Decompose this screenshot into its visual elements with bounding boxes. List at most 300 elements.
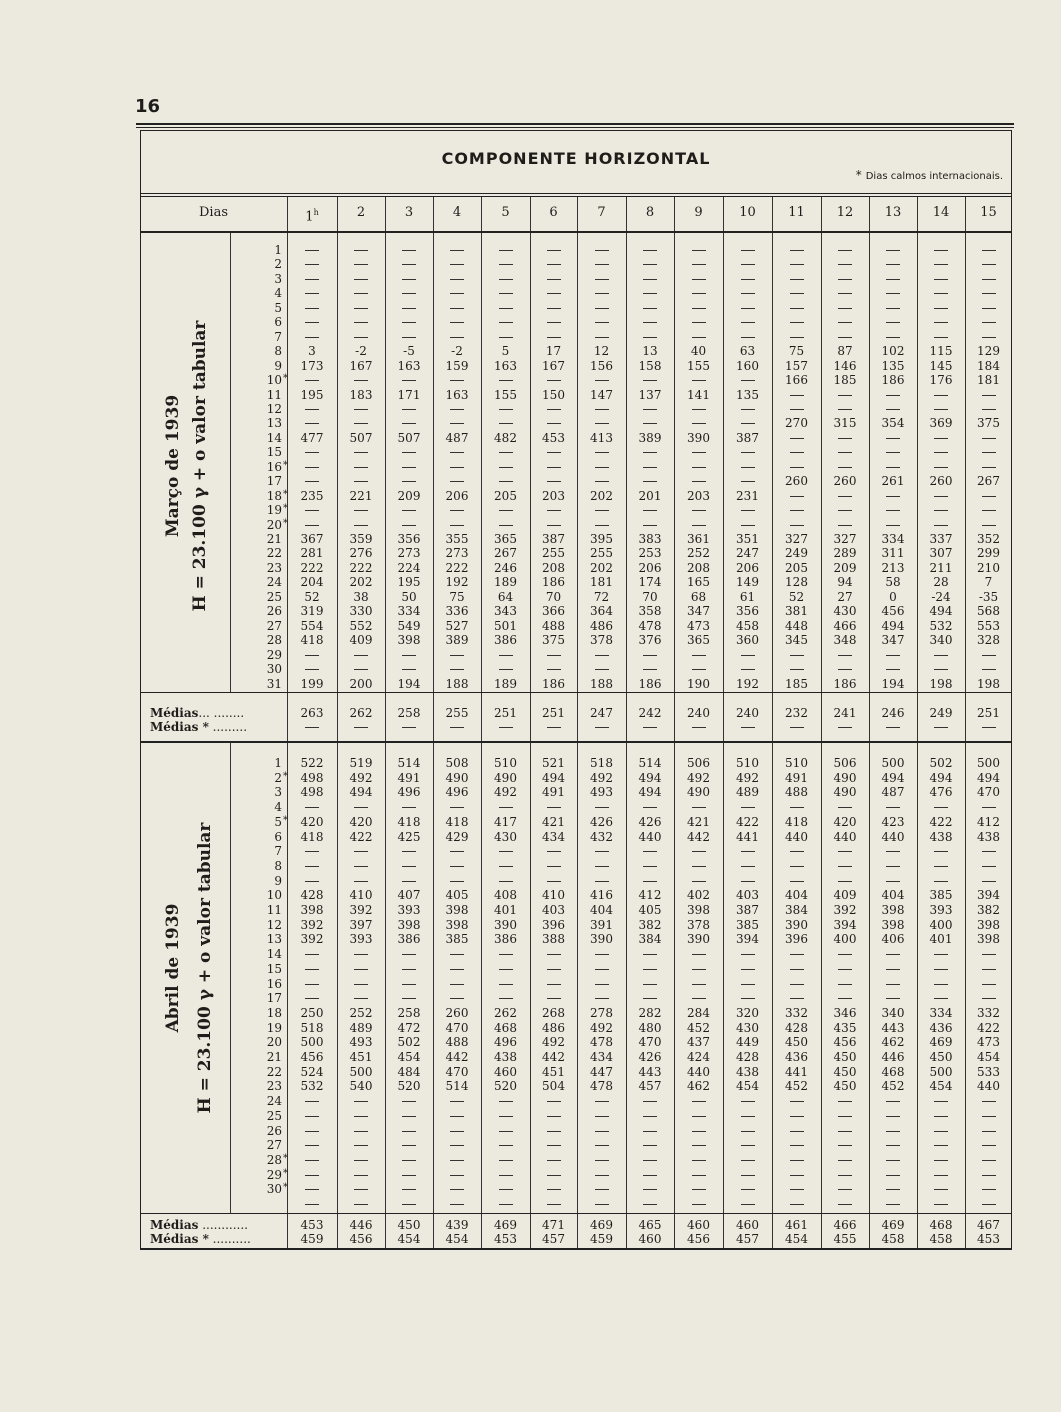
value-cell: [626, 272, 674, 286]
no-data-dash: [838, 881, 852, 882]
value-cell: 457: [638, 1079, 662, 1094]
no-data-dash: [934, 293, 948, 294]
no-data-dash: [499, 1131, 513, 1132]
value-cell: 490: [833, 770, 857, 785]
value-cell: 385: [736, 917, 759, 932]
value-cell: 438: [494, 1050, 517, 1064]
no-data-dash: [305, 807, 319, 808]
no-data-dash: [499, 655, 513, 656]
value-cell: 450: [785, 1035, 808, 1050]
value-cell: [577, 416, 626, 430]
no-data-dash: [402, 1189, 416, 1190]
value-cell: [821, 315, 869, 329]
no-data-dash: [643, 293, 657, 294]
no-data-dash: [450, 380, 464, 381]
value-cell: [481, 1124, 530, 1138]
value-cell: 332: [785, 1005, 808, 1020]
value-cell: [965, 257, 1012, 271]
value-cell: 446: [349, 1218, 373, 1232]
value-cell: [433, 445, 481, 459]
no-data-dash: [547, 250, 561, 251]
value-cell: 201: [638, 488, 662, 503]
value-cell: [481, 286, 530, 300]
value-cell: 453: [494, 1232, 517, 1246]
value-cell: [337, 947, 385, 961]
value-cell: 404: [590, 903, 613, 917]
value-cell: 158: [638, 358, 662, 373]
no-data-dash: [886, 395, 900, 396]
value-cell: [337, 243, 385, 257]
day-number: 8: [274, 344, 282, 359]
value-cell: [674, 315, 723, 329]
day-number: 27: [266, 1138, 282, 1153]
no-data-dash: [692, 807, 706, 808]
no-data-dash: [886, 998, 900, 999]
value-cell: 166: [785, 373, 808, 388]
value-cell: [385, 1153, 433, 1167]
march-row: [140, 286, 1012, 300]
medias-label: Médias: [150, 1232, 199, 1246]
value-cell: [869, 962, 917, 976]
no-data-dash: [741, 954, 755, 955]
value-cell: [287, 460, 337, 474]
no-data-dash: [402, 279, 416, 280]
no-data-dash: [305, 984, 319, 985]
value-cell: [723, 991, 772, 1005]
value-cell: 500: [881, 756, 905, 770]
value-cell: 418: [397, 814, 421, 829]
value-cell: [917, 844, 965, 858]
no-data-dash: [741, 1175, 755, 1176]
value-cell: 213: [881, 560, 905, 575]
value-cell: 490: [445, 770, 469, 785]
value-cell: 61: [739, 589, 756, 604]
value-cell: 68: [690, 589, 707, 604]
value-cell: [723, 330, 772, 344]
no-data-dash: [934, 250, 948, 251]
value-cell: 365: [687, 633, 710, 648]
no-data-dash: [790, 954, 804, 955]
value-cell: 461: [785, 1218, 808, 1232]
value-cell: 165: [687, 575, 710, 590]
no-data-dash: [790, 727, 804, 728]
value-cell: [577, 800, 626, 814]
no-data-dash: [402, 1160, 416, 1161]
no-data-dash: [595, 727, 609, 728]
no-data-dash: [547, 467, 561, 468]
no-data-dash: [305, 1160, 319, 1161]
value-cell: 494: [638, 770, 662, 785]
value-cell: [965, 402, 1012, 416]
value-cell: 496: [445, 785, 469, 800]
value-cell: 385: [929, 888, 953, 903]
no-data-dash: [643, 969, 657, 970]
value-cell: 490: [687, 785, 710, 800]
value-cell: 469: [929, 1035, 953, 1050]
no-data-dash: [982, 510, 996, 511]
no-data-dash: [838, 866, 852, 867]
value-cell: [577, 460, 626, 474]
value-cell: 231: [736, 488, 759, 503]
value-cell: 492: [349, 770, 373, 785]
day-number: 1: [274, 756, 282, 770]
value-cell: [674, 460, 723, 474]
value-cell: [674, 518, 723, 532]
no-data-dash: [402, 452, 416, 453]
value-cell: 202: [590, 488, 613, 503]
value-cell: [626, 402, 674, 416]
no-data-dash: [354, 279, 368, 280]
value-cell: 466: [833, 1218, 857, 1232]
value-cell: [965, 1094, 1012, 1108]
no-data-dash: [643, 337, 657, 338]
no-data-dash: [934, 1145, 948, 1146]
calm-day-star: *: [283, 488, 288, 500]
value-cell: [481, 474, 530, 488]
value-cell: 482: [494, 430, 517, 445]
no-data-dash: [741, 669, 755, 670]
value-cell: [723, 1153, 772, 1167]
no-data-dash: [692, 984, 706, 985]
value-cell: [965, 286, 1012, 300]
no-data-dash: [450, 984, 464, 985]
no-data-dash: [305, 279, 319, 280]
hour-unit: h: [313, 208, 319, 217]
no-data-dash: [450, 1145, 464, 1146]
header-dias: Dias: [198, 205, 228, 220]
no-data-dash: [741, 727, 755, 728]
value-cell: 383: [638, 532, 662, 546]
value-cell: [385, 844, 433, 858]
value-cell: 52: [788, 589, 805, 604]
no-data-dash: [499, 1101, 513, 1102]
no-data-dash: [643, 452, 657, 453]
value-cell: 192: [736, 676, 759, 691]
value-cell: 510: [785, 756, 808, 770]
no-data-dash: [305, 669, 319, 670]
no-data-dash: [790, 395, 804, 396]
value-cell: [530, 460, 577, 474]
value-cell: 405: [638, 903, 662, 917]
value-cell: [287, 445, 337, 459]
value-cell: [869, 720, 917, 734]
value-cell: 448: [785, 618, 808, 633]
value-cell: 492: [736, 770, 759, 785]
value-cell: 235: [300, 488, 324, 503]
value-cell: [674, 301, 723, 315]
no-data-dash: [402, 481, 416, 482]
value-cell: 186: [833, 676, 857, 691]
value-cell: [869, 1197, 917, 1211]
april-row: [140, 947, 1012, 961]
value-cell: 258: [397, 706, 421, 720]
value-cell: [337, 991, 385, 1005]
value-cell: 345: [785, 633, 808, 648]
value-cell: [723, 874, 772, 888]
no-data-dash: [790, 984, 804, 985]
value-cell: 397: [349, 917, 373, 932]
no-data-dash: [547, 727, 561, 728]
value-cell: 429: [445, 829, 469, 844]
value-cell: [821, 800, 869, 814]
value-cell: [385, 518, 433, 532]
value-cell: [577, 662, 626, 676]
no-data-dash: [982, 337, 996, 338]
no-data-dash: [790, 467, 804, 468]
value-cell: 398: [881, 903, 905, 917]
value-cell: 328: [977, 633, 1000, 648]
value-cell: 395: [590, 532, 613, 546]
value-cell: 458: [736, 618, 759, 633]
no-data-dash: [402, 984, 416, 985]
no-data-dash: [643, 727, 657, 728]
value-cell: [385, 286, 433, 300]
value-cell: [337, 373, 385, 387]
value-cell: 240: [687, 706, 710, 720]
value-cell: 347: [881, 633, 905, 648]
value-cell: [626, 1182, 674, 1196]
value-cell: 398: [397, 917, 421, 932]
no-data-dash: [547, 998, 561, 999]
no-data-dash: [499, 851, 513, 852]
no-data-dash: [354, 510, 368, 511]
no-data-dash: [643, 250, 657, 251]
value-cell: [626, 1124, 674, 1138]
value-cell: [481, 1138, 530, 1152]
header-hour: 10: [739, 205, 756, 220]
value-cell: [433, 1153, 481, 1167]
value-cell: [772, 977, 821, 991]
no-data-dash: [790, 1189, 804, 1190]
no-data-dash: [595, 293, 609, 294]
no-data-dash: [838, 1116, 852, 1117]
value-cell: [433, 518, 481, 532]
value-cell: 398: [687, 903, 710, 917]
value-cell: [385, 243, 433, 257]
no-data-dash: [499, 510, 513, 511]
april-row: [140, 1124, 1012, 1138]
no-data-dash: [741, 851, 755, 852]
no-data-dash: [790, 969, 804, 970]
value-cell: 412: [638, 888, 662, 903]
no-data-dash: [838, 496, 852, 497]
value-cell: [723, 1197, 772, 1211]
value-cell: [530, 1138, 577, 1152]
rule-6: [140, 1248, 1012, 1250]
no-data-dash: [595, 452, 609, 453]
value-cell: 494: [542, 770, 565, 785]
value-cell: [965, 859, 1012, 873]
value-cell: [723, 648, 772, 662]
no-data-dash: [547, 423, 561, 424]
april-row: [140, 815, 1012, 829]
value-cell: [577, 518, 626, 532]
no-data-dash: [643, 1175, 657, 1176]
value-cell: 455: [833, 1232, 857, 1246]
value-cell: 478: [638, 618, 662, 633]
no-data-dash: [499, 322, 513, 323]
no-data-dash: [790, 452, 804, 453]
no-data-dash: [790, 1131, 804, 1132]
no-data-dash: [595, 380, 609, 381]
value-cell: [530, 962, 577, 976]
value-cell: 504: [542, 1079, 565, 1094]
day-number: 31: [266, 676, 282, 691]
value-cell: 506: [833, 756, 857, 770]
no-data-dash: [886, 1131, 900, 1132]
no-data-dash: [643, 1160, 657, 1161]
value-cell: [287, 977, 337, 991]
value-cell: 442: [687, 829, 710, 844]
value-cell: [674, 1124, 723, 1138]
value-cell: [530, 720, 577, 734]
no-data-dash: [595, 510, 609, 511]
no-data-dash: [450, 467, 464, 468]
value-cell: 422: [736, 814, 759, 829]
calm-day-star: *: [283, 814, 288, 826]
calm-day-star: *: [283, 770, 288, 782]
value-cell: 450: [833, 1079, 857, 1094]
no-data-dash: [547, 1131, 561, 1132]
no-data-dash: [354, 1101, 368, 1102]
no-data-dash: [402, 655, 416, 656]
value-cell: [287, 844, 337, 858]
value-cell: [821, 243, 869, 257]
value-cell: 453: [542, 430, 565, 445]
value-cell: 171: [397, 387, 421, 402]
no-data-dash: [741, 1204, 755, 1205]
no-data-dash: [305, 727, 319, 728]
value-cell: 410: [349, 888, 373, 903]
value-cell: [626, 1168, 674, 1182]
no-data-dash: [790, 322, 804, 323]
no-data-dash: [450, 1101, 464, 1102]
leader-dots: ... ........: [198, 706, 245, 720]
value-cell: [433, 1094, 481, 1108]
value-cell: 450: [929, 1050, 953, 1064]
value-cell: [433, 301, 481, 315]
no-data-dash: [402, 264, 416, 265]
no-data-dash: [692, 380, 706, 381]
value-cell: 369: [929, 416, 953, 431]
value-cell: [772, 272, 821, 286]
value-cell: [481, 503, 530, 517]
value-cell: 209: [833, 560, 857, 575]
value-cell: [433, 662, 481, 676]
value-cell: [337, 1182, 385, 1196]
value-cell: [821, 1197, 869, 1211]
no-data-dash: [354, 851, 368, 852]
value-cell: 355: [445, 532, 469, 546]
value-cell: 284: [687, 1005, 710, 1020]
value-cell: [577, 286, 626, 300]
no-data-dash: [790, 510, 804, 511]
value-cell: [626, 460, 674, 474]
value-cell: 477: [300, 430, 324, 445]
value-cell: [917, 1124, 965, 1138]
no-data-dash: [643, 279, 657, 280]
day-number: 5: [274, 814, 282, 829]
no-data-dash: [741, 481, 755, 482]
value-cell: [530, 243, 577, 257]
value-cell: [626, 962, 674, 976]
value-cell: [723, 1138, 772, 1152]
rule-0: [140, 193, 1012, 194]
no-data-dash: [499, 423, 513, 424]
value-cell: [821, 388, 869, 402]
value-cell: 440: [977, 1079, 1000, 1094]
value-cell: 428: [736, 1050, 759, 1064]
april-row: [140, 1182, 1012, 1196]
no-data-dash: [741, 655, 755, 656]
value-cell: [481, 962, 530, 976]
no-data-dash: [643, 881, 657, 882]
no-data-dash: [741, 409, 755, 410]
april-row: [140, 830, 1012, 844]
no-data-dash: [838, 409, 852, 410]
day-number: 10: [266, 888, 282, 903]
march-row: [140, 315, 1012, 329]
value-cell: [869, 648, 917, 662]
value-cell: [626, 662, 674, 676]
value-cell: 391: [590, 917, 613, 932]
no-data-dash: [838, 525, 852, 526]
value-cell: [481, 1153, 530, 1167]
value-cell: 186: [542, 676, 565, 691]
value-cell: [530, 315, 577, 329]
no-data-dash: [886, 1189, 900, 1190]
april-row: [140, 1197, 1012, 1211]
value-cell: [772, 330, 821, 344]
march-formula: H = 23.100 γ + o valor tabular: [190, 320, 210, 612]
value-cell: [674, 720, 723, 734]
no-data-dash: [354, 481, 368, 482]
value-cell: [821, 991, 869, 1005]
no-data-dash: [741, 1160, 755, 1161]
value-cell: [530, 445, 577, 459]
no-data-dash: [934, 655, 948, 656]
value-cell: 340: [929, 633, 953, 648]
value-cell: 502: [397, 1035, 421, 1050]
value-cell: [626, 1094, 674, 1108]
value-cell: [917, 272, 965, 286]
value-cell: [772, 286, 821, 300]
value-cell: [723, 257, 772, 271]
no-data-dash: [692, 1116, 706, 1117]
top-rule: [136, 123, 1014, 125]
april-row: [140, 977, 1012, 991]
value-cell: [481, 272, 530, 286]
no-data-dash: [741, 984, 755, 985]
no-data-dash: [499, 250, 513, 251]
value-cell: [821, 445, 869, 459]
value-cell: [385, 720, 433, 734]
no-data-dash: [499, 669, 513, 670]
value-cell: [772, 991, 821, 1005]
day-number: 5: [274, 300, 282, 315]
value-cell: 527: [445, 618, 469, 633]
value-cell: [869, 489, 917, 503]
april-formula: H = 23.100 γ + o valor tabular: [195, 822, 215, 1114]
value-cell: 157: [785, 358, 808, 373]
value-cell: 334: [929, 1005, 953, 1020]
value-cell: 198: [929, 676, 953, 691]
value-cell: [626, 474, 674, 488]
march-row: [140, 388, 1012, 402]
value-cell: 532: [300, 1079, 324, 1094]
value-cell: 337: [929, 532, 953, 546]
no-data-dash: [402, 423, 416, 424]
